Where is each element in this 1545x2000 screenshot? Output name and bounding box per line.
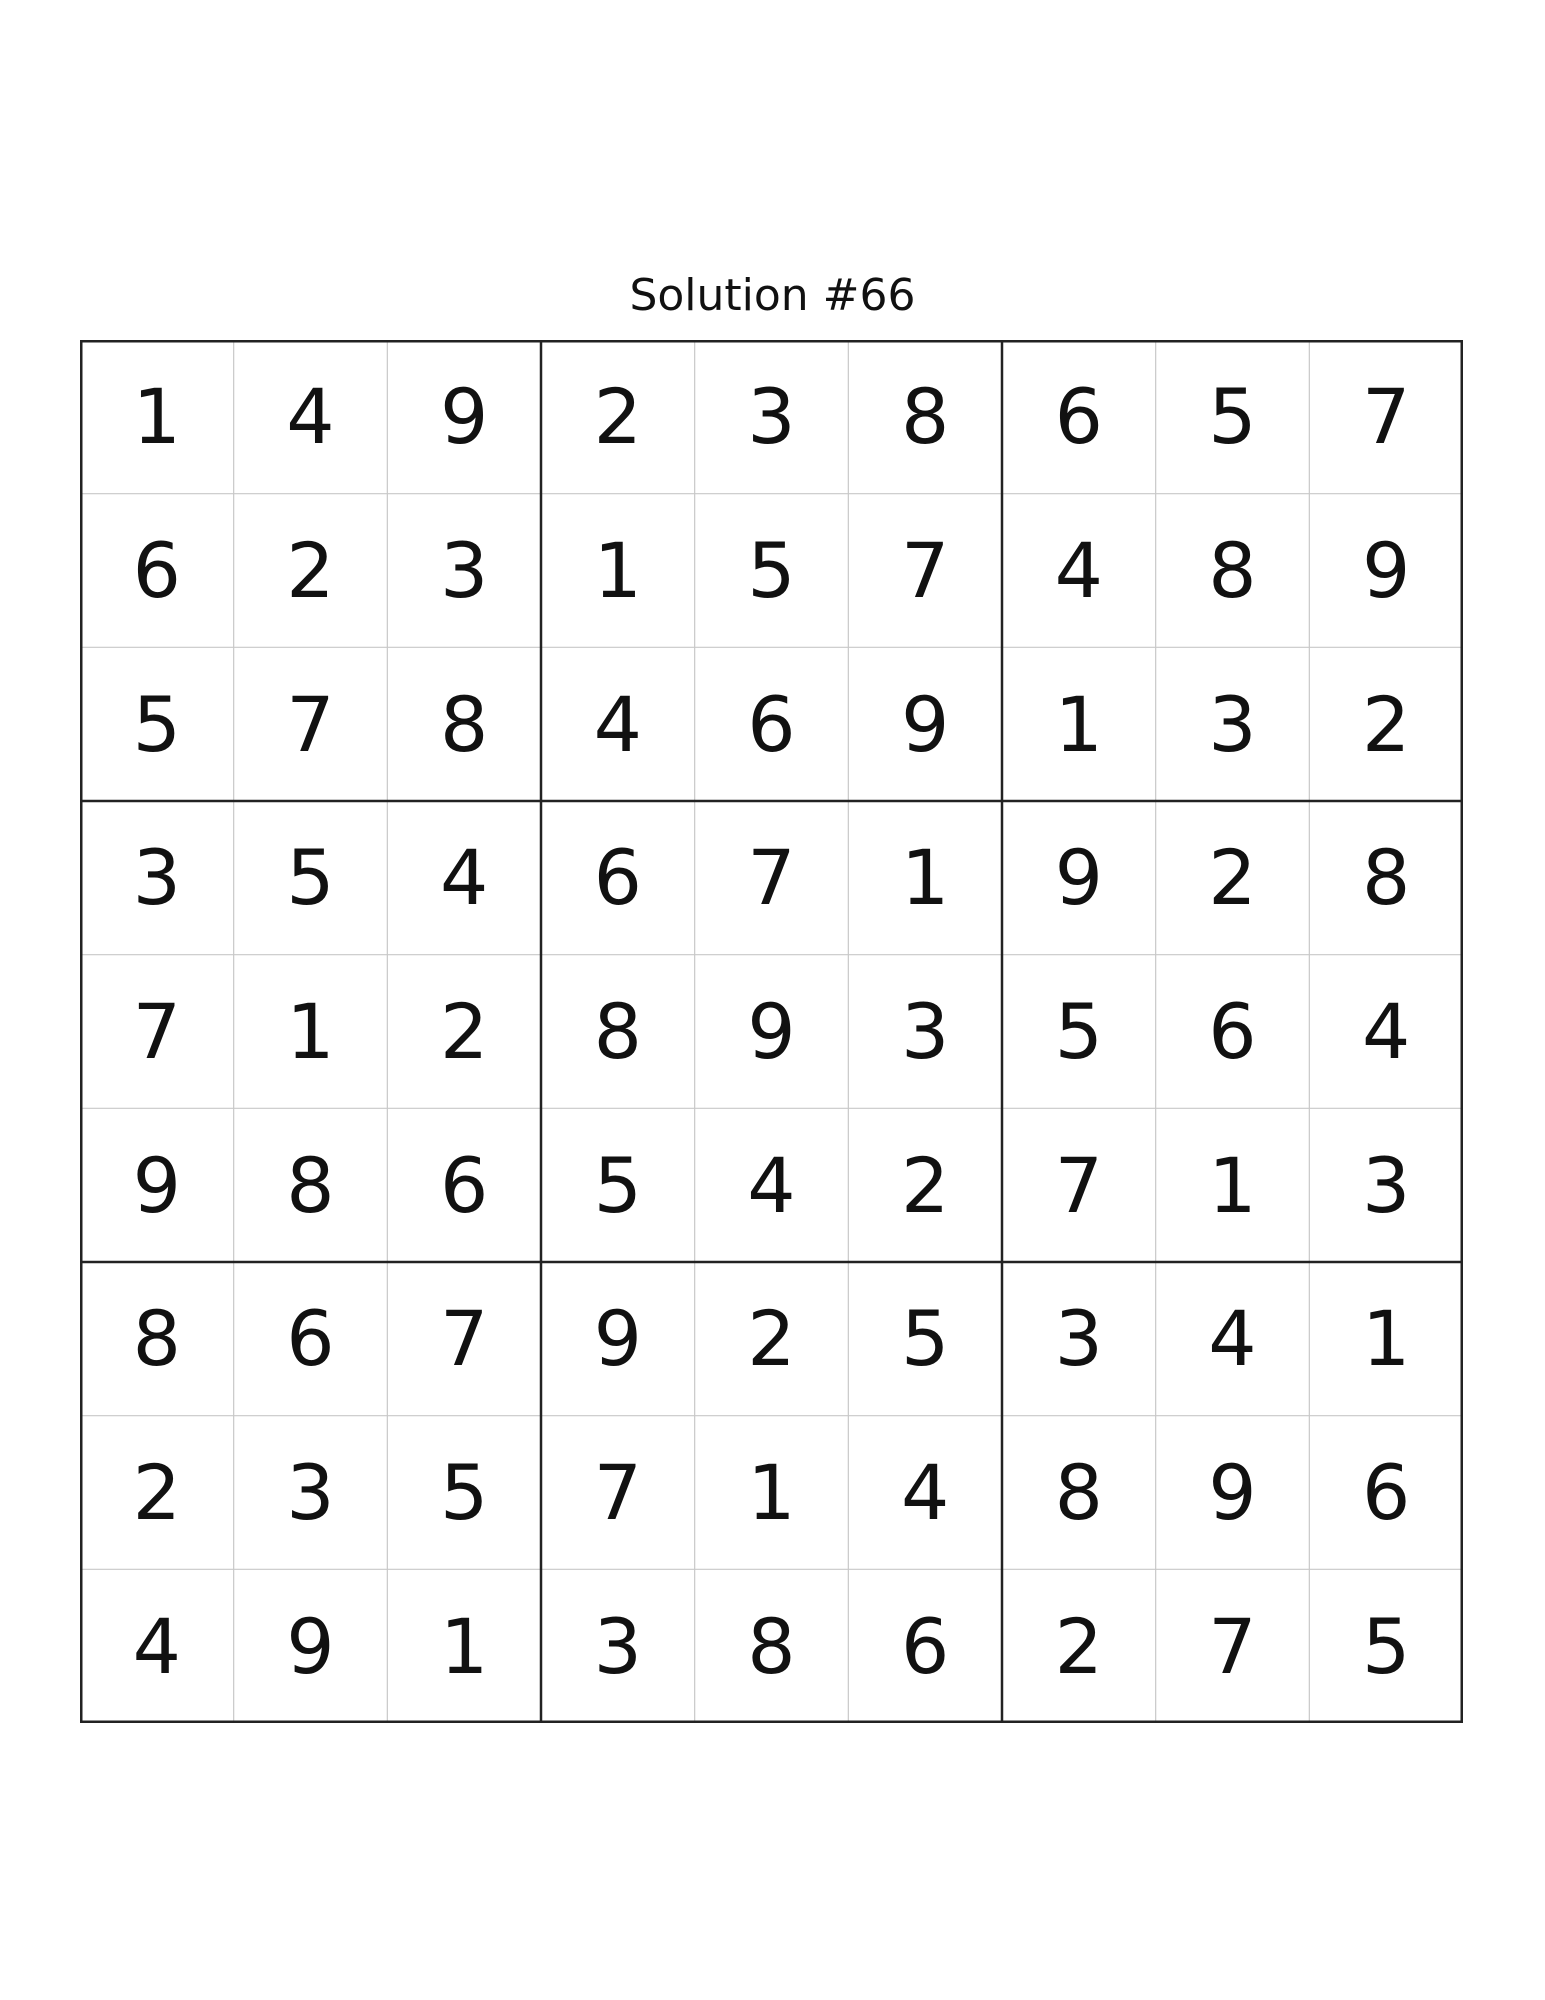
sudoku-board xyxy=(80,340,1463,1723)
sudoku-cell: 4 xyxy=(900,1447,950,1537)
sudoku-cell: 9 xyxy=(747,986,796,1076)
sudoku-cell: 7 xyxy=(286,679,335,769)
sudoku-cell: 1 xyxy=(747,1447,796,1537)
sudoku-cell: 1 xyxy=(1208,1140,1257,1230)
sudoku-cell: 4 xyxy=(1361,986,1411,1076)
sudoku-cell: 9 xyxy=(132,1140,181,1230)
sudoku-cell: 3 xyxy=(1208,679,1257,769)
sudoku-cell: 2 xyxy=(439,986,489,1076)
sudoku-cell: 2 xyxy=(132,1447,181,1537)
sudoku-cell: 3 xyxy=(1054,1294,1103,1384)
sudoku-cell: 8 xyxy=(286,1140,335,1230)
sudoku-cell: 7 xyxy=(439,1294,489,1384)
sudoku-cell: 1 xyxy=(1361,1294,1411,1384)
sudoku-cell: 7 xyxy=(1054,1140,1103,1230)
sudoku-cell: 2 xyxy=(1054,1601,1103,1691)
sudoku-cell: 4 xyxy=(1054,525,1103,615)
sudoku-cell: 7 xyxy=(593,1447,642,1537)
sudoku-cell: 7 xyxy=(1361,372,1411,462)
sudoku-cell: 8 xyxy=(900,372,950,462)
sudoku-cell: 8 xyxy=(1361,833,1411,923)
sudoku-cell: 3 xyxy=(132,833,181,923)
sudoku-cell: 9 xyxy=(1054,833,1103,923)
sudoku-cell: 3 xyxy=(1361,1140,1411,1230)
sudoku-cell: 6 xyxy=(132,525,181,615)
sudoku-cell: 4 xyxy=(747,1140,796,1230)
sudoku-cell: 9 xyxy=(900,679,950,769)
sudoku-cell: 7 xyxy=(132,986,181,1076)
sudoku-cell: 8 xyxy=(747,1601,796,1691)
sudoku-cell: 5 xyxy=(439,1447,489,1537)
sudoku-cell: 1 xyxy=(1054,679,1103,769)
sudoku-cell: 1 xyxy=(900,833,950,923)
sudoku-cell: 3 xyxy=(286,1447,335,1537)
sudoku-cell: 6 xyxy=(439,1140,489,1230)
sudoku-cell: 4 xyxy=(439,833,489,923)
sudoku-cell: 6 xyxy=(1361,1447,1411,1537)
sudoku-cell: 3 xyxy=(747,372,796,462)
sudoku-cell: 5 xyxy=(900,1294,950,1384)
sudoku-cell: 7 xyxy=(900,525,950,615)
sudoku-cell: 3 xyxy=(439,525,489,615)
sudoku-cell: 6 xyxy=(1054,372,1103,462)
sudoku-cell: 6 xyxy=(1208,986,1257,1076)
sudoku-cell: 9 xyxy=(1208,1447,1257,1537)
sudoku-cell: 5 xyxy=(286,833,335,923)
sudoku-cell: 2 xyxy=(1208,833,1257,923)
sudoku-cell: 1 xyxy=(439,1601,489,1691)
sudoku-cell: 1 xyxy=(286,986,335,1076)
sudoku-cell: 9 xyxy=(439,372,489,462)
sudoku-cell: 8 xyxy=(1054,1447,1103,1537)
sudoku-cell: 8 xyxy=(593,986,642,1076)
sudoku-cell: 2 xyxy=(593,372,642,462)
sudoku-cell: 5 xyxy=(132,679,181,769)
sudoku-cell: 7 xyxy=(747,833,796,923)
sudoku-cell: 8 xyxy=(1208,525,1257,615)
sudoku-cell: 8 xyxy=(439,679,489,769)
sudoku-cell: 2 xyxy=(286,525,335,615)
sudoku-cell: 4 xyxy=(286,372,335,462)
sudoku-cell: 6 xyxy=(747,679,796,769)
sudoku-cell: 9 xyxy=(1361,525,1411,615)
sudoku-cell: 5 xyxy=(747,525,796,615)
sudoku-cell: 5 xyxy=(1361,1601,1411,1691)
sudoku-cell: 5 xyxy=(1054,986,1103,1076)
sudoku-cell: 5 xyxy=(593,1140,642,1230)
sudoku-cell: 3 xyxy=(593,1601,642,1691)
page-title: Solution #66 xyxy=(629,270,916,321)
sudoku-cell: 2 xyxy=(747,1294,796,1384)
sudoku-cell: 1 xyxy=(593,525,642,615)
sudoku-cell: 2 xyxy=(1361,679,1411,769)
sudoku-cell: 6 xyxy=(286,1294,335,1384)
sudoku-cell: 1 xyxy=(132,372,181,462)
sudoku-cell: 3 xyxy=(900,986,950,1076)
sudoku-cell: 6 xyxy=(593,833,642,923)
sudoku-cell: 4 xyxy=(593,679,642,769)
sudoku-cell: 4 xyxy=(1208,1294,1257,1384)
sudoku-cell: 8 xyxy=(132,1294,181,1384)
sudoku-cell: 9 xyxy=(286,1601,335,1691)
sudoku-cell: 7 xyxy=(1208,1601,1257,1691)
sudoku-cell: 4 xyxy=(132,1601,181,1691)
sudoku-cell: 6 xyxy=(900,1601,950,1691)
sudoku-cell: 5 xyxy=(1208,372,1257,462)
sudoku-cell: 9 xyxy=(593,1294,642,1384)
sudoku-cell: 2 xyxy=(900,1140,950,1230)
